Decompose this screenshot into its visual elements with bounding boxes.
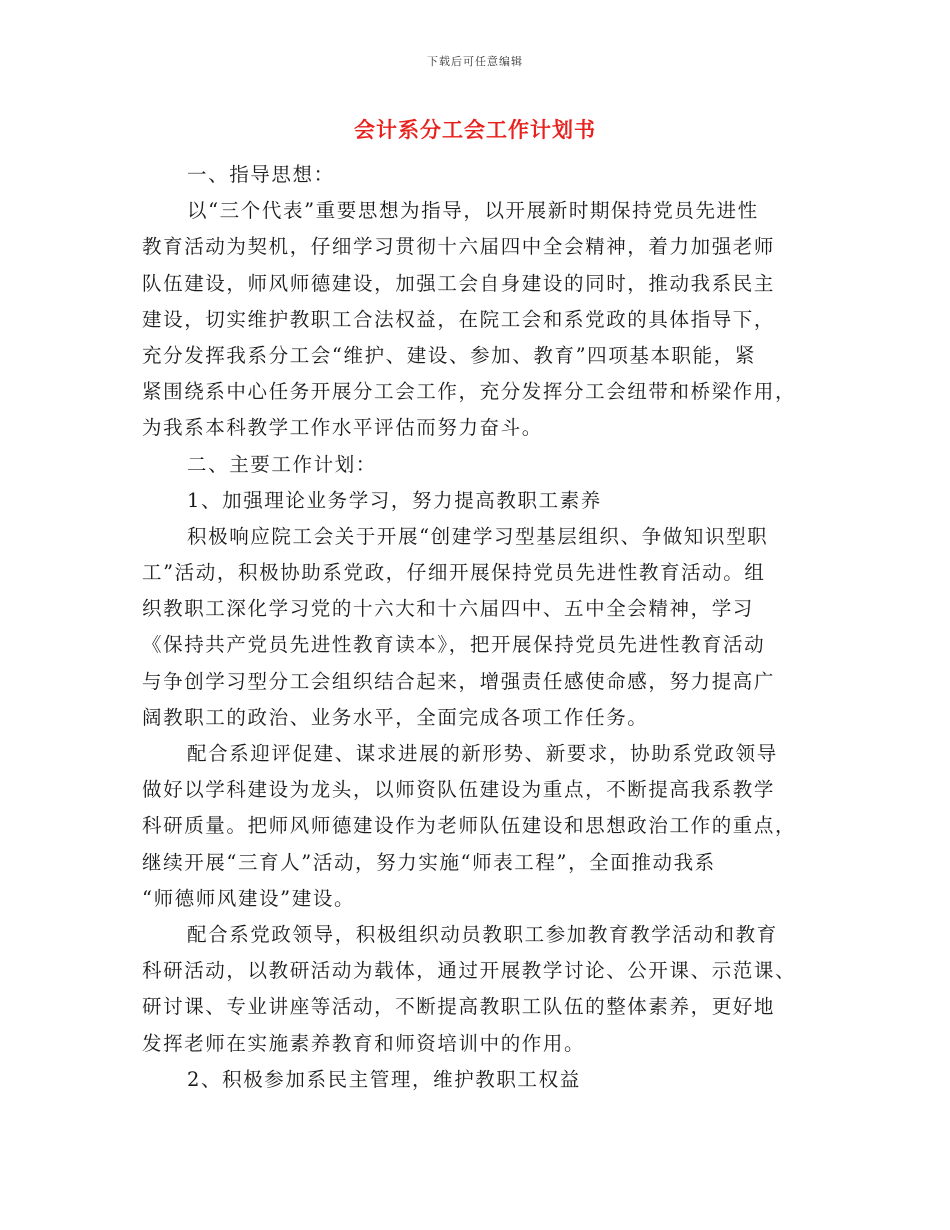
document-title: 会计系分工会工作计划书 — [354, 117, 596, 142]
paragraph-line: 阔教职工的政治、业务水平，全面完成各项工作任务。 — [142, 705, 649, 729]
paragraph-line: 科研活动，以教研活动为载体，通过开展教学讨论、公开课、示范课、 — [142, 959, 797, 983]
paragraph-line: 继续开展“三育人”活动，努力实施“师表工程”，全面推动我系 — [142, 850, 716, 874]
paragraph-line: 积极响应院工会关于开展“创建学习型基层组织、争做知识型职 — [187, 524, 769, 548]
paragraph-line: 科研质量。把师风师德建设作为老师队伍建设和思想政治工作的重点， — [142, 814, 797, 838]
paragraph-line: 配合系党政领导，积极组织动员教职工参加教育教学活动和教育 — [187, 922, 778, 946]
document-body — [142, 157, 822, 1098]
paragraph-line: 以“三个代表”重要思想为指导，以开展新时期保持党员先进性 — [187, 199, 759, 223]
section-heading: 一、指导思想： — [187, 163, 335, 186]
paragraph-line: 研讨课、专业讲座等活动，不断提高教职工队伍的整体素养，更好地 — [142, 995, 776, 1019]
section-heading: 二、主要工作计划： — [187, 452, 377, 476]
paragraph-line: 建设，切实维护教职工合法权益，在院工会和系党政的具体指导下， — [142, 307, 776, 331]
paragraph-line: 《保持共产党员先进性教育读本》，把开展保持党员先进性教育活动 — [142, 633, 766, 657]
paragraph-line: 配合系迎评促建、谋求进展的新形势、新要求，协助系党政领导 — [187, 742, 778, 765]
paragraph-line: 充分发挥我系分工会“维护、建设、参加、教育”四项基本职能，紧 — [142, 343, 756, 367]
subsection-heading: 2、积极参加系民主管理，维护教职工权益 — [187, 1067, 581, 1091]
paragraph-line: 为我系本科教学工作水平评估而努力奋斗。 — [142, 416, 543, 440]
paragraph-line: 与争创学习型分工会组织结合起来，增强责任感使命感，努力提高广 — [142, 669, 776, 693]
header-note: 下载后可任意编辑 — [427, 55, 523, 68]
paragraph-line: 教育活动为契机，仔细学习贯彻十六届四中全会精神，着力加强老师 — [142, 235, 776, 259]
paragraph-line: 队伍建设，师风师德建设，加强工会自身建设的同时，推动我系民主 — [142, 271, 776, 295]
paragraph-line: “师德师风建设”建设。 — [142, 886, 356, 910]
paragraph-line: 紧围绕系中心任务开展分工会工作，充分发挥分工会纽带和桥梁作用， — [142, 380, 797, 404]
paragraph-line: 织教职工深化学习党的十六大和十六届四中、五中全会精神，学习 — [142, 597, 754, 621]
paragraph-line: 工”活动，积极协助系党政，仔细开展保持党员先进性教育活动。组 — [142, 561, 766, 585]
paragraph-line: 发挥老师在实施素养教育和师资培训中的作用。 — [142, 1031, 586, 1055]
subsection-heading: 1、加强理论业务学习，努力提高教职工素养 — [187, 488, 602, 512]
paragraph-line: 做好以学科建设为龙头，以师资队伍建设为重点，不断提高我系教学 — [142, 778, 776, 802]
